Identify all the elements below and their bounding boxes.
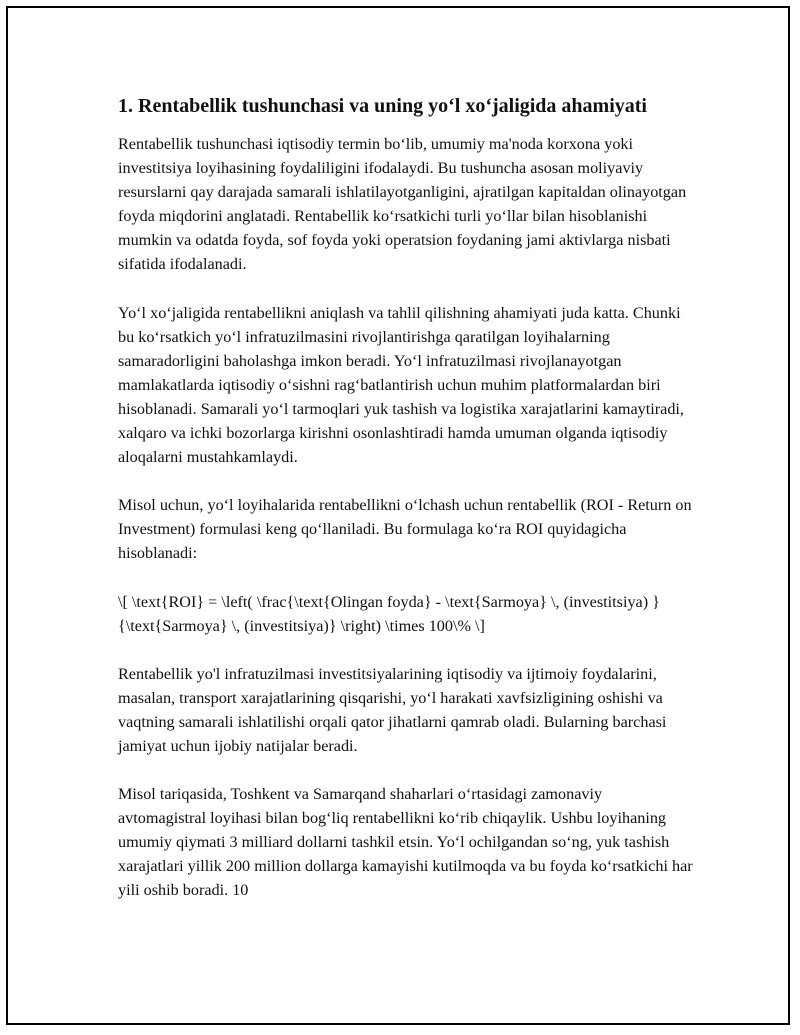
- document-body: [118, 92, 693, 927]
- paragraph-roi-intro: Misol uchun, yo‘l loyihalarida rentabellikni o‘lchash uchun rentabellik (ROI - Return on Investment) formulasi keng qo‘llaniladi. Bu formulaga ko‘ra ROI quyidagicha hisoblanadi:: [118, 496, 692, 563]
- paragraph-roi-formula: \[ \text{ROI} = \left( \frac{\text{Olingan foyda} - \text{Sarmoya} \, (investitsiya) }{\text{Sarmoya} \, (investitsiya)} \right) \times 100\% \]: [118, 592, 660, 635]
- paragraph-example: Misol tariqasida, Toshkent va Samarqand shaharlari o‘rtasidagi zamonaviy avtomagistral loyihasi bilan bog‘liq rentabellikni ko‘rib chiqaylik. Ushbu loyihaning umumiy qiymati 3 milliard dollarni tashkil etsin. Yo‘l ochilgandan so‘ng, yuk tashish xarajatlari yillik 200 million dollarga kamayishi kutilmoqda va bu foyda ko‘rsatkichi har yili oshib boradi. 10: [118, 785, 693, 900]
- paragraph-road-importance: Yo‘l xo‘jaligida rentabellikni aniqlash va tahlil qilishning ahamiyati juda katta. Chunki bu ko‘rsatkich yo‘l infratuzilmasini rivojlantirishga qaratilgan loyihalarning samaradorligini baholashga imkon beradi. Yo‘l infratuzilmasi rivojlanayotgan mamlakatlarda iqtisodiy o‘sishni rag‘batlantirish uchun muhim platformalardan biri hisoblanadi. Samarali yo‘l tarmoqlari yuk tashish va logistika xarajatlarini kamaytiradi, xalqaro va ichki bozorlarga kirishni osonlashtiradi hamda umuman olganda iqtisodiy aloqalarni mustahkamlaydi.: [118, 303, 684, 467]
- paragraph-benefits: Rentabellik yo'l infratuzilmasi investitsiyalarining iqtisodiy va ijtimoiy foydalarini, masalan, transport xarajatlarining qisqarishi, yo‘l harakati xavfsizligining oshishi va vaqtning samarali ishlatilishi orqali qator jihatlarni qamrab oladi. Bularning barchasi jamiyat uchun ijobiy natijalar beradi.: [118, 664, 667, 755]
- section-heading: 1. Rentabellik tushunchasi va uning yo‘l xo‘jaligida ahamiyati: [118, 95, 647, 117]
- paragraph-definition: Rentabellik tushunchasi iqtisodiy termin bo‘lib, umumiy ma'noda korxona yoki investitsiya loyihasining foydaliligini ifodalaydi. Bu tushuncha asosan moliyaviy resurslarni qay darajada samarali ishlatilayotganligini, ajratilgan kapitaldan olinayotgan foyda miqdorini anglatadi. Rentabellik ko‘rsatkichi turli yo‘llar bilan hisoblanishi mumkin va odatda foyda, sof foyda yoki operatsion foydaning jami aktivlarga nisbati sifatida ifodalanadi.: [118, 135, 687, 274]
